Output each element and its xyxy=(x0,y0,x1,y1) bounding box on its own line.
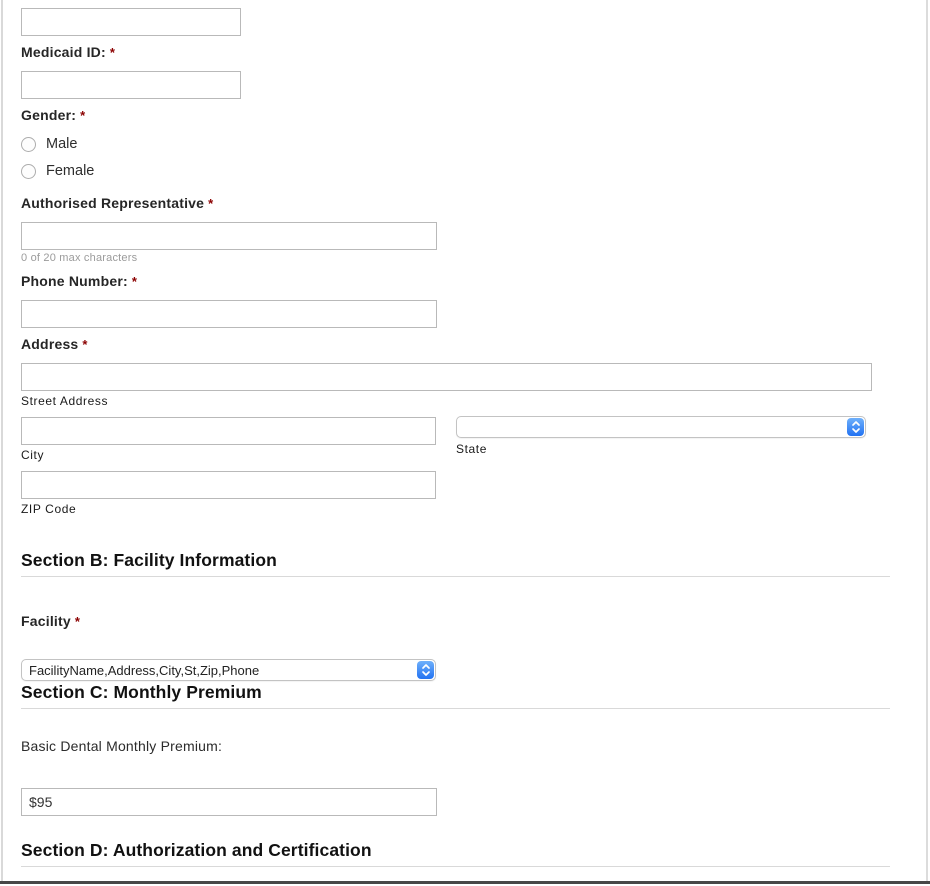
section-d-divider xyxy=(21,866,890,867)
window-right-border xyxy=(926,0,928,884)
facility-select[interactable] xyxy=(21,659,436,681)
gender-option-female[interactable] xyxy=(21,163,94,179)
female-radio-button[interactable] xyxy=(21,164,36,179)
medicaid-id-label: Medicaid ID: * xyxy=(21,44,116,60)
premium-input[interactable] xyxy=(21,788,437,816)
facility-label: Facility * xyxy=(21,613,81,629)
section-b-heading: Section B: Facility Information xyxy=(21,550,277,570)
section-d-heading: Section D: Authorization and Certification xyxy=(21,840,372,860)
street-address-input[interactable] xyxy=(21,363,872,391)
zip-code-sublabel: ZIP Code xyxy=(21,502,77,516)
section-c-heading: Section C: Monthly Premium xyxy=(21,682,262,702)
male-radio-label: Male xyxy=(46,136,78,152)
phone-number-label: Phone Number: * xyxy=(21,273,138,289)
address-label: Address * xyxy=(21,336,88,352)
section-b-divider xyxy=(21,576,890,577)
required-asterisk: * xyxy=(82,337,88,352)
state-sublabel: State xyxy=(456,442,488,456)
female-radio-label: Female xyxy=(46,163,95,179)
city-sublabel: City xyxy=(21,448,45,462)
window-bottom-border xyxy=(0,881,930,884)
window-left-border xyxy=(1,0,3,884)
required-asterisk: * xyxy=(74,614,81,629)
state-select[interactable] xyxy=(456,416,866,438)
max-characters-helper: 0 of 20 max characters xyxy=(21,252,138,264)
city-input[interactable] xyxy=(21,417,436,445)
authorised-representative-label: Authorised Representative * xyxy=(21,195,214,211)
required-asterisk: * xyxy=(109,45,116,60)
male-radio-button[interactable] xyxy=(21,137,36,152)
medicaid-id-input[interactable] xyxy=(21,71,241,99)
premium-label: Basic Dental Monthly Premium: xyxy=(21,738,223,754)
phone-number-input[interactable] xyxy=(21,300,437,328)
select-stepper-icon xyxy=(417,661,434,679)
zip-code-input[interactable] xyxy=(21,471,436,499)
gender-label: Gender: * xyxy=(21,107,86,123)
required-asterisk: * xyxy=(208,196,214,211)
section-c-divider xyxy=(21,708,890,709)
gender-option-male[interactable] xyxy=(21,136,77,152)
facility-select-value: FacilityName,Address,City,St,Zip,Phone xyxy=(29,662,260,678)
street-address-sublabel: Street Address xyxy=(21,394,109,408)
authorised-representative-input[interactable] xyxy=(21,222,437,250)
unlabeled-top-input[interactable] xyxy=(21,8,241,36)
select-stepper-icon xyxy=(847,418,864,436)
required-asterisk: * xyxy=(80,108,86,123)
required-asterisk: * xyxy=(131,274,138,289)
